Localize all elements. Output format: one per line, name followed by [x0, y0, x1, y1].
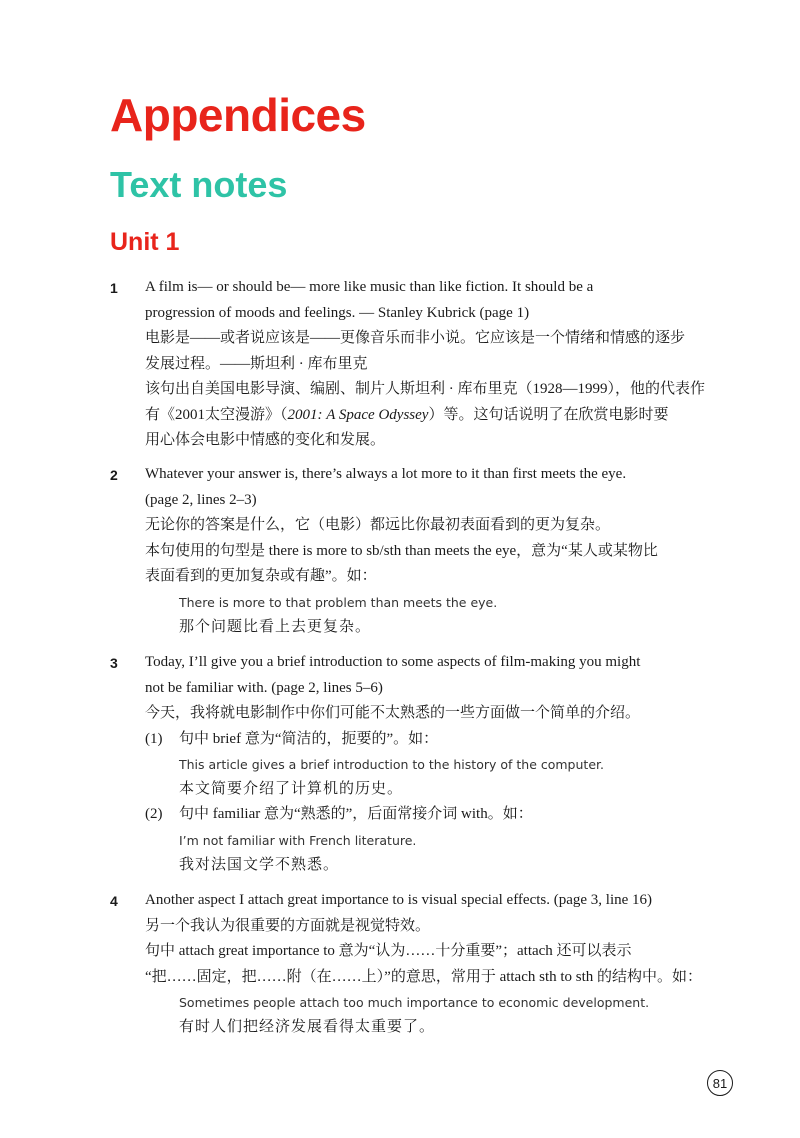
example-chinese: 有时人们把经济发展看得太重要了。 [179, 1019, 436, 1035]
example-english: Sometimes people attach too much importance to economic development. [179, 995, 650, 1010]
note-line: 今天，我将就电影制作中你们可能不太熟悉的一些方面做一个简单的介绍。 [145, 705, 641, 721]
note-line: Whatever your answer is, there’s always a lot more to it than first meets the eye. [145, 466, 627, 482]
note-line-text: 有《2001太空漫游》（ [145, 406, 288, 423]
note-line: (page 2, lines 2–3) [145, 491, 257, 508]
subnote-1 [145, 727, 680, 803]
note-number: 2 [110, 467, 118, 483]
note-line: 本句使用的句型是 there is more to sb/sth than meets the eye，意为“某人或某物比 [145, 542, 658, 559]
note-line: 该句出自美国电影导演、编剧、制片人斯坦利 · 库布里克（1928—1999），他的代表作 [145, 381, 705, 397]
note-body [145, 462, 680, 640]
note-3 [110, 650, 680, 878]
note-4 [110, 888, 703, 1040]
page-number: 81 [707, 1070, 733, 1096]
note-line-text: ）等。这句话说明了在欣赏电影时要 [428, 406, 669, 423]
unit-heading: Unit 1 [110, 228, 180, 256]
example-english: There is more to that problem than meets the eye. [179, 594, 498, 610]
note-body [145, 888, 703, 1040]
note-line: progression of moods and feelings. — Stanley Kubrick (page 1) [145, 304, 530, 321]
note-number: 3 [110, 655, 118, 671]
note-line: Another aspect I attach great importance to is visual special effects. (page 3, line 16) [145, 892, 653, 908]
note-line: 表面看到的更加复杂或有趣”。如： [145, 568, 377, 584]
example-chinese: 那个问题比看上去更复杂。 [179, 618, 372, 635]
note-line: not be familiar with. (page 2, lines 5–6) [145, 679, 383, 696]
note-line: 句中 attach great importance to 意为“认为……十分重要”；attach 还可以表示 [145, 943, 632, 959]
note-line: 用心体会电影中情感的变化和发展。 [145, 432, 386, 448]
note-line: 另一个我认为很重要的方面就是视觉特效。 [145, 917, 431, 934]
note-body [145, 275, 705, 454]
note-line: 句中 familiar 意为“熟悉的”，后面常接介词 with。如： [179, 806, 533, 822]
subnote-label: (2) [145, 806, 163, 822]
note-1 [110, 275, 705, 454]
note-body [145, 650, 680, 878]
subnote-label: (1) [145, 730, 163, 747]
appendices-heading: Appendices [110, 89, 366, 141]
example-chinese: 本文简要介绍了计算机的历史。 [179, 781, 404, 797]
note-number: 1 [110, 280, 118, 296]
note-number: 4 [110, 893, 118, 909]
film-title: 2001: A Space Odyssey [287, 406, 429, 423]
note-line [145, 403, 680, 429]
note-line: “把……固定，把……附（在……上）”的意思，常用于 attach sth to sth 的结构中。如： [145, 968, 703, 985]
note-line: A film is— or should be— more like music than like fiction. It should be a [145, 279, 594, 295]
note-line: 句中 brief 意为“简洁的，扼要的”。如： [179, 730, 439, 747]
note-line: 电影是——或者说应该是——更像音乐而非小说。它应该是一个情绪和情感的逐步 [145, 330, 686, 346]
example-english: This article gives a brief introduction to the history of the computer. [179, 757, 604, 772]
example-english: I’m not familiar with French literature. [179, 832, 417, 848]
subnote-2 [145, 802, 680, 878]
note-line: 无论你的答案是什么，它（电影）都远比你最初表面看到的更为复杂。 [145, 517, 611, 533]
example-chinese: 我对法国文学不熟悉。 [179, 856, 340, 873]
note-line: 发展过程。——斯坦利 · 库布里克 [145, 355, 368, 372]
note-2 [110, 462, 680, 640]
note-line: Today, I’ll give you a brief introduction to some aspects of film-making you might [145, 654, 641, 670]
text-notes-heading: Text notes [110, 164, 288, 205]
